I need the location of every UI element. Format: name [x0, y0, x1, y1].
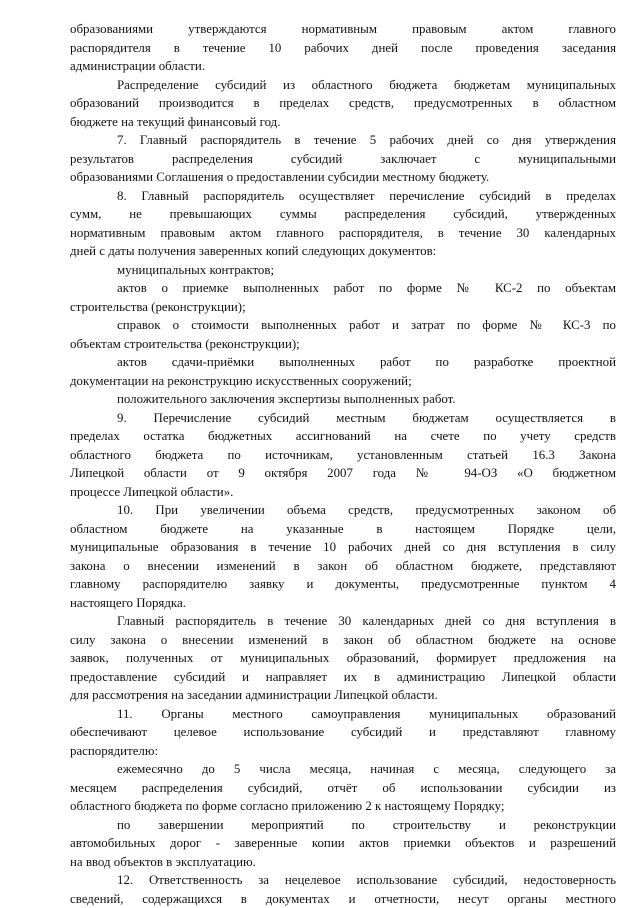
paragraph	[70, 76, 616, 132]
paragraph	[70, 131, 616, 187]
text-line: бюджете на текущий финансовый год.	[70, 113, 616, 132]
text-line: Главный распорядитель в течение 30 календарных дней со дня вступления в	[70, 612, 616, 631]
text-line: главному распорядителю заявку и документы, предусмотренные пунктом 4	[70, 575, 616, 594]
paragraph	[70, 353, 616, 390]
text-line: муниципальные образования в течение 10 рабочих дней со дня вступления в силу	[70, 538, 616, 557]
text-line: процессе Липецкой области».	[70, 483, 616, 502]
paragraph	[70, 261, 616, 280]
paragraph	[70, 390, 616, 409]
text-line: 11. Органы местного самоуправления муниципальных образований	[70, 705, 616, 724]
text-line: месяцем распределения субсидий, отчёт об использовании субсидии из	[70, 779, 616, 798]
text-line: для рассмотрения на заседании администрации Липецкой области.	[70, 686, 616, 705]
text-line: автомобильных дорог - заверенные копии актов приемки объектов и разрешений	[70, 834, 616, 853]
text-line: дней с даты получения заверенных копий следующих документов:	[70, 242, 616, 261]
text-line: областного бюджета по форме согласно приложению 2 к настоящему Порядку;	[70, 797, 616, 816]
text-line: объектам строительства (реконструкции);	[70, 335, 616, 354]
text-line: результатов распределения субсидий заключает с муниципальными	[70, 150, 616, 169]
text-line: распорядителю:	[70, 742, 616, 761]
paragraph	[70, 760, 616, 816]
text-line: предоставление субсидий и направляет их в администрацию Липецкой области	[70, 668, 616, 687]
paragraph	[70, 612, 616, 705]
text-line: муниципальных контрактов;	[70, 261, 616, 280]
text-line: сведений, содержащихся в документах и отчетности, несут органы местного	[70, 890, 616, 908]
paragraph	[70, 279, 616, 316]
text-line: справок о стоимости выполненных работ и затрат по форме № КС-3 по	[70, 316, 616, 335]
text-line: 9. Перечисление субсидий местным бюджетам осуществляется в	[70, 409, 616, 428]
text-line: образованиями утверждаются нормативным правовым актом главного	[70, 20, 616, 39]
text-line: сумм, не превышающих суммы распределения субсидий, утвержденных	[70, 205, 616, 224]
text-line: Распределение субсидий из областного бюджета бюджетам муниципальных	[70, 76, 616, 95]
paragraph	[70, 20, 616, 76]
text-line: 8. Главный распорядитель осуществляет перечисление субсидий в пределах	[70, 187, 616, 206]
text-line: Липецкой области от 9 октября 2007 года № 94-ОЗ «О бюджетном	[70, 464, 616, 483]
paragraph	[70, 705, 616, 761]
paragraph	[70, 409, 616, 502]
document-body	[70, 20, 616, 908]
text-line: актов сдачи-приёмки выполненных работ по разработке проектной	[70, 353, 616, 372]
text-line: образований производится в пределах средств, предусмотренных в областном	[70, 94, 616, 113]
text-line: обеспечивают целевое использование субсидий и представляют главному	[70, 723, 616, 742]
text-line: администрации области.	[70, 57, 616, 76]
text-line: на ввод объектов в эксплуатацию.	[70, 853, 616, 872]
paragraph	[70, 501, 616, 612]
text-line: заявок, полученных от муниципальных образований, формирует предложения на	[70, 649, 616, 668]
paragraph	[70, 816, 616, 872]
text-line: документации на реконструкцию искусственных сооружений;	[70, 372, 616, 391]
text-line: ежемесячно до 5 числа месяца, начиная с месяца, следующего за	[70, 760, 616, 779]
text-line: закона о внесении изменений в закон об областном бюджете, представляют	[70, 557, 616, 576]
text-line: нормативным правовым актом главного распорядителя, в течение 30 календарных	[70, 224, 616, 243]
text-line: положительного заключения экспертизы выполненных работ.	[70, 390, 616, 409]
text-line: областного бюджета по источникам, установленным статьей 16.3 Закона	[70, 446, 616, 465]
text-line: 7. Главный распорядитель в течение 5 рабочих дней со дня утверждения	[70, 131, 616, 150]
text-line: по завершении мероприятий по строительству и реконструкции	[70, 816, 616, 835]
text-line: строительства (реконструкции);	[70, 298, 616, 317]
text-line: силу закона о внесении изменений в закон об областном бюджете на основе	[70, 631, 616, 650]
text-line: 10. При увеличении объема средств, предусмотренных законом об	[70, 501, 616, 520]
text-line: распорядителя в течение 10 рабочих дней после проведения заседания	[70, 39, 616, 58]
paragraph	[70, 187, 616, 261]
paragraph	[70, 316, 616, 353]
text-line: 12. Ответственность за нецелевое использование субсидий, недостоверность	[70, 871, 616, 890]
text-line: образованиями Соглашения о предоставлении субсидии местному бюджету.	[70, 168, 616, 187]
text-line: настоящего Порядка.	[70, 594, 616, 613]
text-line: областном бюджете на указанные в настоящем Порядке цели,	[70, 520, 616, 539]
text-line: актов о приемке выполненных работ по форме № КС-2 по объектам	[70, 279, 616, 298]
paragraph	[70, 871, 616, 908]
text-line: пределах остатка бюджетных ассигнований на счете по учету средств	[70, 427, 616, 446]
